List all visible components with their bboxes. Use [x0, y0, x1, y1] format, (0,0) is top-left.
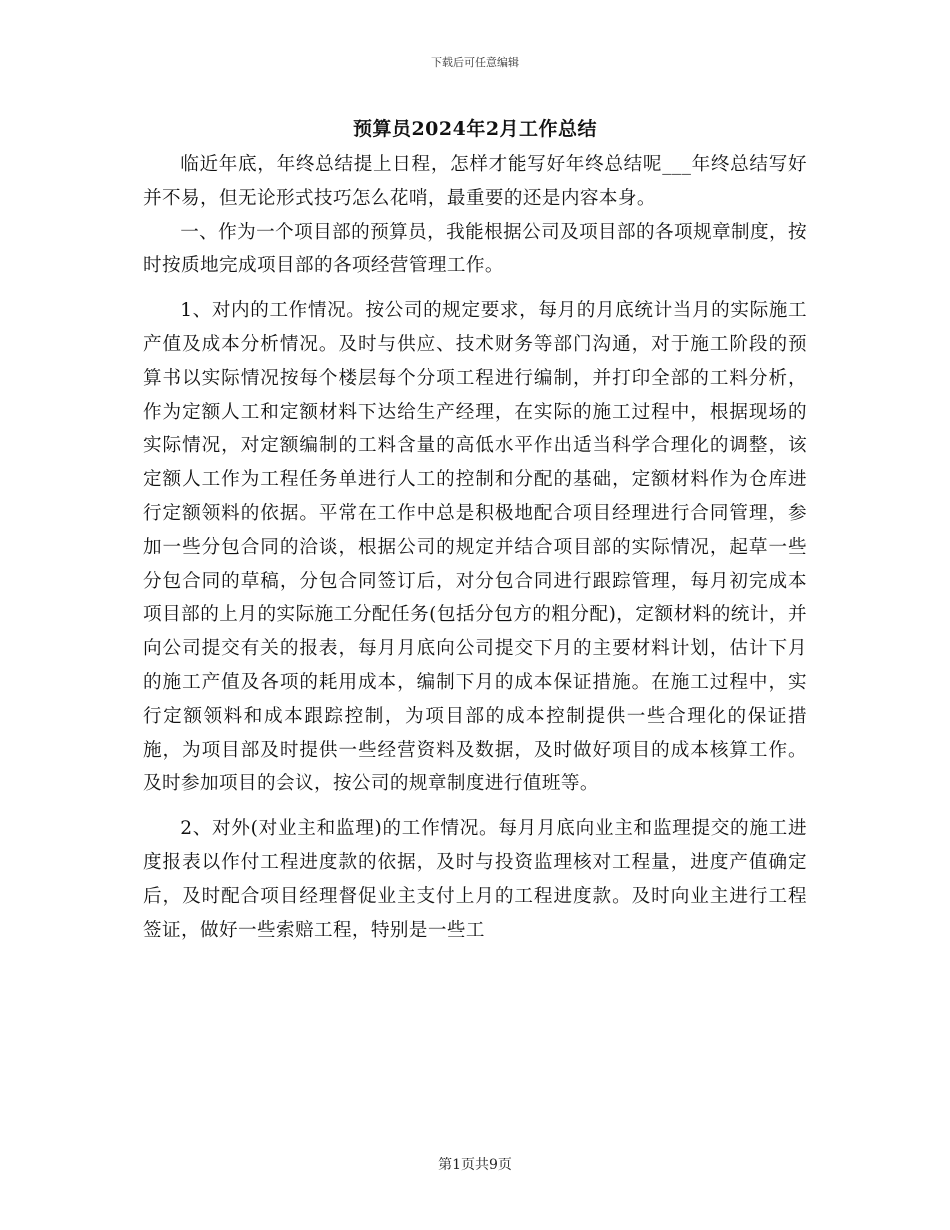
document-body: [143, 148, 807, 947]
paragraph-internal-work: 1、对内的工作情况。按公司的规定要求，每月的月底统计当月的实际施工产值及成本分析情况。及时与供应、技术财务等部门沟通，对于施工阶段的预算书以实际情况按每个楼层每个分项工程进行编制，并打印全部的工料分析，作为定额人工和定额材料下达给生产经理，在实际的施工过程中，根据现场的实际情况，对定额编制的工料含量的高低水平作出适当科学合理化的调整，该定额人工作为工程任务单进行人工的控制和分配的基础，定额材料作为仓库进行定额领料的依据。平常在工作中总是积极地配合项目经理进行合同管理，参加一些分包合同的洽谈，根据公司的规定并结合项目部的实际情况，起草一些分包合同的草稿，分包合同签订后，对分包合同进行跟踪管理，每月初完成本项目部的上月的实际施工分配任务(包括分包方的粗分配)，定额材料的统计，并向公司提交有关的报表，每月月底向公司提交下月的主要材料计划，估计下月的施工产值及各项的耗用成本，编制下月的成本保证措施。在施工过程中，实行定额领料和成本跟踪控制，为项目部的成本控制提供一些合理化的保证措施，为项目部及时提供一些经营资料及数据，及时做好项目的成本核算工作。及时参加项目的会议，按公司的规章制度进行值班等。: [143, 300, 807, 795]
paragraph-intro: 临近年底，年终总结提上日程，怎样才能写好年终总结呢___年终总结写好并不易，但无论形式技巧怎么花哨，最重要的还是内容本身。: [143, 154, 807, 209]
paragraph-external-work: 2、对外(对业主和监理)的工作情况。每月月底向业主和监理提交的施工进度报表以作付工程进度款的依据，及时与投资监理核对工程量，进度产值确定后，及时配合项目经理督促业主支付上月的工程进度款。及时向业主进行工程签证，做好一些索赔工程，特别是一些工: [143, 818, 807, 941]
paragraph-section-one: 一、作为一个项目部的预算员，我能根据公司及项目部的各项规章制度，按时按质地完成项目部的各项经营管理工作。: [143, 221, 807, 277]
document-title: 预算员2024年2月工作总结: [352, 118, 598, 140]
header-note: 下载后可任意编辑: [431, 56, 519, 69]
page-number: 第1页共9页: [438, 1157, 512, 1173]
